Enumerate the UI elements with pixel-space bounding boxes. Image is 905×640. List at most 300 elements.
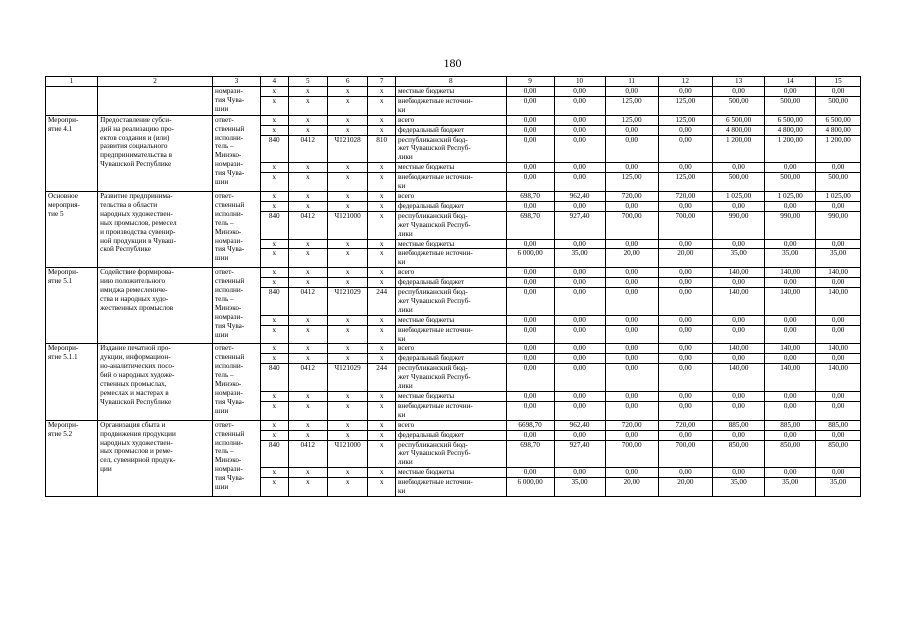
amount-cell: 0,00 xyxy=(554,163,605,173)
amount-cell: 0,00 xyxy=(506,315,554,325)
amount-cell: 0,00 xyxy=(816,401,861,420)
amount-cell: 0,00 xyxy=(605,278,658,288)
amount-cell: 0,00 xyxy=(506,364,554,392)
text-line: тель – xyxy=(215,218,234,227)
amount-cell: 0,00 xyxy=(765,315,816,325)
funding-source xyxy=(396,163,507,173)
section-code: x xyxy=(288,268,327,278)
amount-cell: 0,00 xyxy=(713,401,765,420)
responsible-executor xyxy=(213,191,261,267)
text-line: местные бюджеты xyxy=(398,163,455,172)
amount-cell: 0,00 xyxy=(816,325,861,344)
amount-cell: 140,00 xyxy=(816,288,861,316)
amount-cell: 0,00 xyxy=(605,268,658,278)
section-code: x xyxy=(288,96,327,115)
grbs-code: x xyxy=(260,478,288,497)
text-line: всего xyxy=(398,191,415,200)
text-line: ятие 5.1 xyxy=(48,277,73,286)
section-code: x xyxy=(288,173,327,192)
section-code: x xyxy=(288,354,327,364)
text-line: бий о народных художе- xyxy=(100,371,175,380)
text-line: жет Чувашской Респуб- xyxy=(398,449,471,458)
funding-source xyxy=(396,249,507,268)
amount-cell: 6 000,00 xyxy=(506,478,554,497)
text-line: жественных промыслов xyxy=(100,303,174,312)
amount-cell: 0,00 xyxy=(658,364,712,392)
column-header-12: 12 xyxy=(658,77,712,87)
amount-cell: 35,00 xyxy=(765,249,816,268)
section-code: x xyxy=(288,468,327,478)
amount-cell: 140,00 xyxy=(765,344,816,354)
amount-cell: 0,00 xyxy=(605,87,658,97)
text-line: исполни- xyxy=(215,286,244,295)
amount-cell: 850,00 xyxy=(713,440,765,468)
event-description xyxy=(98,344,213,420)
amount-cell: 962,40 xyxy=(554,191,605,201)
amount-cell: 990,00 xyxy=(713,211,765,239)
text-line: ятие 4.1 xyxy=(48,124,73,133)
funding-source xyxy=(396,354,507,364)
text-line: Меропри- xyxy=(48,344,79,353)
amount-cell: 140,00 xyxy=(713,268,765,278)
amount-cell: 700,00 xyxy=(605,211,658,239)
expense-type-code: x xyxy=(368,96,396,115)
event-label xyxy=(46,87,98,116)
section-code: 0412 xyxy=(288,211,327,239)
amount-cell: 0,00 xyxy=(713,392,765,402)
target-article-code: Ч121029 xyxy=(327,364,367,392)
text-line: жет Чувашской Респуб- xyxy=(398,296,471,305)
section-code: 0412 xyxy=(288,288,327,316)
table-row xyxy=(46,344,861,354)
expense-type-code: x xyxy=(368,278,396,288)
funding-source xyxy=(396,430,507,440)
target-article-code: Ч121028 xyxy=(327,135,367,163)
text-line: предпринимательства в xyxy=(100,151,173,160)
text-line: номрази- xyxy=(215,389,243,397)
expense-type-code: x xyxy=(368,191,396,201)
expense-type-code: 810 xyxy=(368,135,396,163)
text-line: ственный xyxy=(215,429,245,438)
amount-cell: 0,00 xyxy=(658,392,712,402)
amount-cell: 0,00 xyxy=(506,288,554,316)
grbs-code: x xyxy=(260,344,288,354)
amount-cell: 0,00 xyxy=(816,315,861,325)
funding-source xyxy=(396,173,507,192)
expense-type-code: x xyxy=(368,87,396,97)
amount-cell: 0,00 xyxy=(816,392,861,402)
text-line: всего xyxy=(398,268,415,277)
amount-cell: 0,00 xyxy=(506,239,554,249)
amount-cell: 0,00 xyxy=(713,163,765,173)
text-line: тия Чува- xyxy=(215,169,245,178)
event-label xyxy=(46,268,98,344)
amount-cell: 0,00 xyxy=(506,325,554,344)
text-line: местные бюджеты xyxy=(398,468,455,477)
table-row xyxy=(46,115,861,125)
text-line: Организация сбыта и xyxy=(100,420,166,429)
amount-cell: 0,00 xyxy=(816,354,861,364)
text-line: Минэко- xyxy=(215,456,242,465)
amount-cell: 0,00 xyxy=(506,468,554,478)
text-line: федеральный бюджет xyxy=(398,430,465,439)
amount-cell: 720,00 xyxy=(658,420,712,430)
amount-cell: 885,00 xyxy=(816,420,861,430)
column-header-4: 4 xyxy=(260,77,288,87)
text-line: жет Чувашской Респуб- xyxy=(398,220,471,229)
text-line: но-аналитических посо- xyxy=(100,362,175,371)
amount-cell: 0,00 xyxy=(713,278,765,288)
column-header-13: 13 xyxy=(713,77,765,87)
event-label xyxy=(46,191,98,267)
amount-cell: 140,00 xyxy=(816,344,861,354)
text-line: республиканский бюд- xyxy=(398,211,468,220)
text-line: мероприя- xyxy=(48,200,80,209)
funding-source xyxy=(396,325,507,344)
page-number: 180 xyxy=(443,56,462,70)
amount-cell: 0,00 xyxy=(554,288,605,316)
section-code: 0412 xyxy=(288,440,327,468)
amount-cell: 0,00 xyxy=(658,268,712,278)
event-description xyxy=(98,420,213,496)
amount-cell: 0,00 xyxy=(816,239,861,249)
amount-cell: 698,70 xyxy=(506,440,554,468)
grbs-code: x xyxy=(260,420,288,430)
grbs-code: x xyxy=(260,401,288,420)
amount-cell: 0,00 xyxy=(658,201,712,211)
text-line: Чувашской Республике xyxy=(100,397,172,406)
text-line: шии xyxy=(215,330,229,339)
amount-cell: 35,00 xyxy=(765,478,816,497)
amount-cell: 0,00 xyxy=(506,163,554,173)
grbs-code: 840 xyxy=(260,364,288,392)
text-line: ки xyxy=(398,410,406,419)
amount-cell: 0,00 xyxy=(658,325,712,344)
grbs-code: 840 xyxy=(260,440,288,468)
amount-cell: 500,00 xyxy=(816,96,861,115)
amount-cell: 1 025,00 xyxy=(713,191,765,201)
amount-cell: 0,00 xyxy=(554,468,605,478)
amount-cell: 0,00 xyxy=(658,288,712,316)
amount-cell: 1 200,00 xyxy=(816,135,861,163)
amount-cell: 0,00 xyxy=(554,125,605,135)
amount-cell: 0,00 xyxy=(816,163,861,173)
amount-cell: 0,00 xyxy=(816,430,861,440)
grbs-code: x xyxy=(260,268,288,278)
amount-cell: 698,70 xyxy=(506,191,554,201)
amount-cell: 0,00 xyxy=(605,430,658,440)
amount-cell: 0,00 xyxy=(658,468,712,478)
amount-cell: 885,00 xyxy=(713,420,765,430)
amount-cell: 500,00 xyxy=(816,173,861,192)
text-line: ской Республике xyxy=(100,245,151,254)
expense-type-code: x xyxy=(368,115,396,125)
amount-cell: 125,00 xyxy=(605,173,658,192)
amount-cell: 35,00 xyxy=(554,249,605,268)
grbs-code: x xyxy=(260,201,288,211)
grbs-code: 840 xyxy=(260,288,288,316)
text-line: тия Чува- xyxy=(215,474,245,483)
amount-cell: 720,00 xyxy=(658,191,712,201)
text-line: жет Чувашской Респуб- xyxy=(398,373,471,382)
section-code: x xyxy=(288,315,327,325)
amount-cell: 0,00 xyxy=(506,344,554,354)
text-line: ственный xyxy=(215,353,245,362)
grbs-code: 840 xyxy=(260,135,288,163)
amount-cell: 4 800,00 xyxy=(713,125,765,135)
amount-cell: 0,00 xyxy=(554,201,605,211)
amount-cell: 0,00 xyxy=(765,430,816,440)
text-line: местные бюджеты xyxy=(398,315,455,324)
amount-cell: 140,00 xyxy=(765,364,816,392)
target-article-code: x xyxy=(327,478,367,497)
amount-cell: 4 800,00 xyxy=(816,125,861,135)
grbs-code: x xyxy=(260,354,288,364)
amount-cell: 1 025,00 xyxy=(765,191,816,201)
expense-type-code: x xyxy=(368,239,396,249)
text-line: внебюджетные источни- xyxy=(398,96,473,105)
amount-cell: 0,00 xyxy=(506,115,554,125)
table-row xyxy=(46,420,861,430)
expense-type-code: x xyxy=(368,268,396,278)
amount-cell: 698,70 xyxy=(506,211,554,239)
target-article-code: Ч121000 xyxy=(327,440,367,468)
amount-cell: 0,00 xyxy=(658,239,712,249)
text-line: Меропри- xyxy=(48,420,79,429)
text-line: республиканский бюд- xyxy=(398,440,468,449)
amount-cell: 0,00 xyxy=(554,325,605,344)
text-line: внебюджетные источни- xyxy=(398,173,473,182)
amount-cell: 20,00 xyxy=(605,478,658,497)
amount-cell: 927,40 xyxy=(554,440,605,468)
amount-cell: 0,00 xyxy=(605,163,658,173)
amount-cell: 6 500,00 xyxy=(713,115,765,125)
text-line: номрази- xyxy=(215,465,243,474)
expense-type-code: x xyxy=(368,344,396,354)
text-line: ответ- xyxy=(215,344,234,353)
column-header-11: 11 xyxy=(605,77,658,87)
text-line: республиканский бюд- xyxy=(398,364,468,373)
amount-cell: 720,00 xyxy=(605,191,658,201)
section-code: x xyxy=(288,163,327,173)
table-row xyxy=(46,191,861,201)
amount-cell: 0,00 xyxy=(658,354,712,364)
text-line: шии xyxy=(215,483,229,492)
text-line: ных промыслов, ремесел xyxy=(100,218,177,227)
table-row xyxy=(46,268,861,278)
amount-cell: 500,00 xyxy=(765,173,816,192)
section-code: x xyxy=(288,278,327,288)
text-line: номрази- xyxy=(215,236,243,245)
text-line: ятие 5.1.1 xyxy=(48,353,78,362)
column-header-14: 14 xyxy=(765,77,816,87)
funding-source xyxy=(396,468,507,478)
amount-cell: 6698,70 xyxy=(506,420,554,430)
grbs-code: x xyxy=(260,173,288,192)
text-line: сел, сувенирной продук- xyxy=(100,456,176,465)
amount-cell: 0,00 xyxy=(713,87,765,97)
amount-cell: 0,00 xyxy=(554,268,605,278)
text-line: тия Чува- xyxy=(215,397,245,406)
target-article-code: x xyxy=(327,268,367,278)
amount-cell: 0,00 xyxy=(658,163,712,173)
funding-source xyxy=(396,268,507,278)
grbs-code: x xyxy=(260,392,288,402)
amount-cell: 0,00 xyxy=(554,315,605,325)
text-line: шии xyxy=(215,104,229,113)
text-line: Меропри- xyxy=(48,115,79,124)
amount-cell: 0,00 xyxy=(658,278,712,288)
text-line: всего xyxy=(398,420,415,429)
amount-cell: 0,00 xyxy=(605,135,658,163)
expense-type-code: x xyxy=(368,325,396,344)
text-line: ки xyxy=(398,487,406,496)
column-header-10: 10 xyxy=(554,77,605,87)
text-line: тельства в области xyxy=(100,200,158,209)
amount-cell: 0,00 xyxy=(605,392,658,402)
amount-cell: 0,00 xyxy=(554,401,605,420)
target-article-code: x xyxy=(327,392,367,402)
text-line: ятие 5.2 xyxy=(48,429,73,438)
text-line: исполни- xyxy=(215,209,244,218)
column-header-1: 1 xyxy=(46,77,98,87)
target-article-code: x xyxy=(327,325,367,344)
amount-cell: 6 500,00 xyxy=(765,115,816,125)
funding-source xyxy=(396,211,507,239)
grbs-code: x xyxy=(260,191,288,201)
text-line: жет Чувашской Респуб- xyxy=(398,144,471,153)
section-code: x xyxy=(288,125,327,135)
text-line: федеральный бюджет xyxy=(398,201,465,210)
amount-cell: 500,00 xyxy=(713,96,765,115)
amount-cell: 35,00 xyxy=(816,478,861,497)
target-article-code: x xyxy=(327,468,367,478)
event-label xyxy=(46,344,98,420)
section-code: x xyxy=(288,392,327,402)
target-article-code: x xyxy=(327,163,367,173)
grbs-code: x xyxy=(260,87,288,97)
amount-cell: 125,00 xyxy=(658,96,712,115)
target-article-code: x xyxy=(327,201,367,211)
section-code: x xyxy=(288,115,327,125)
expense-type-code: x xyxy=(368,125,396,135)
target-article-code: x xyxy=(327,354,367,364)
amount-cell: 1 200,00 xyxy=(765,135,816,163)
funding-source xyxy=(396,135,507,163)
funding-source xyxy=(396,87,507,97)
target-article-code: x xyxy=(327,420,367,430)
amount-cell: 0,00 xyxy=(554,344,605,354)
column-header-5: 5 xyxy=(288,77,327,87)
amount-cell: 0,00 xyxy=(506,354,554,364)
funding-source xyxy=(396,115,507,125)
text-line: исполни- xyxy=(215,438,244,447)
grbs-code: x xyxy=(260,315,288,325)
target-article-code: Ч121000 xyxy=(327,211,367,239)
target-article-code: x xyxy=(327,315,367,325)
text-line: Минэко- xyxy=(215,151,242,160)
funding-source xyxy=(396,239,507,249)
text-line: развития социального xyxy=(100,142,168,151)
amount-cell: 0,00 xyxy=(658,87,712,97)
funding-source xyxy=(396,288,507,316)
amount-cell: 0,00 xyxy=(605,325,658,344)
amount-cell: 0,00 xyxy=(506,430,554,440)
amount-cell: 0,00 xyxy=(658,125,712,135)
amount-cell: 700,00 xyxy=(658,440,712,468)
expense-type-code: x xyxy=(368,315,396,325)
amount-cell: 0,00 xyxy=(605,468,658,478)
amount-cell: 0,00 xyxy=(605,288,658,316)
amount-cell: 0,00 xyxy=(506,201,554,211)
amount-cell: 140,00 xyxy=(713,344,765,354)
expense-type-code: x xyxy=(368,401,396,420)
target-article-code: x xyxy=(327,344,367,354)
amount-cell: 0,00 xyxy=(658,401,712,420)
section-code: x xyxy=(288,325,327,344)
amount-cell: 0,00 xyxy=(713,201,765,211)
amount-cell: 4 800,00 xyxy=(765,125,816,135)
amount-cell: 0,00 xyxy=(506,87,554,97)
amount-cell: 0,00 xyxy=(765,354,816,364)
text-line: местные бюджеты xyxy=(398,87,455,95)
text-line: местные бюджеты xyxy=(398,392,455,400)
amount-cell: 140,00 xyxy=(765,268,816,278)
text-line: внебюджетные источни- xyxy=(398,401,473,410)
grbs-code: x xyxy=(260,278,288,288)
amount-cell: 20,00 xyxy=(605,249,658,268)
text-line: лики xyxy=(398,229,413,238)
amount-cell: 0,00 xyxy=(605,344,658,354)
table-row xyxy=(46,87,861,97)
text-line: дукции, информацион- xyxy=(100,353,171,362)
text-line: ции xyxy=(100,465,112,474)
amount-cell: 0,00 xyxy=(605,125,658,135)
amount-cell: 0,00 xyxy=(816,201,861,211)
amount-cell: 0,00 xyxy=(506,392,554,402)
text-line: лики xyxy=(398,305,413,314)
amount-cell: 0,00 xyxy=(765,468,816,478)
section-code: x xyxy=(288,201,327,211)
funding-source xyxy=(396,440,507,468)
grbs-code: x xyxy=(260,468,288,478)
expense-type-code: x xyxy=(368,420,396,430)
target-article-code: x xyxy=(327,87,367,97)
funding-source xyxy=(396,478,507,497)
text-line: Предоставление субси- xyxy=(100,115,172,124)
text-line: продвижения продукции xyxy=(100,429,176,438)
event-label xyxy=(46,115,98,191)
text-line: ектов создания и (или) xyxy=(100,133,170,142)
amount-cell: 0,00 xyxy=(658,315,712,325)
expense-type-code: x xyxy=(368,201,396,211)
text-line: ной продукции в Чуваш- xyxy=(100,236,176,245)
amount-cell: 0,00 xyxy=(713,468,765,478)
funding-source xyxy=(396,364,507,392)
amount-cell: 0,00 xyxy=(713,430,765,440)
text-line: дий на реализацию про- xyxy=(100,124,174,133)
text-line: Меропри- xyxy=(48,268,79,277)
event-description xyxy=(98,87,213,116)
text-line: ки xyxy=(398,182,406,191)
grbs-code: x xyxy=(260,249,288,268)
header-row xyxy=(46,77,861,87)
amount-cell: 0,00 xyxy=(658,135,712,163)
text-line: тия Чува- xyxy=(215,321,245,330)
expense-type-code: x xyxy=(368,478,396,497)
amount-cell: 0,00 xyxy=(554,115,605,125)
amount-cell: 0,00 xyxy=(658,344,712,354)
